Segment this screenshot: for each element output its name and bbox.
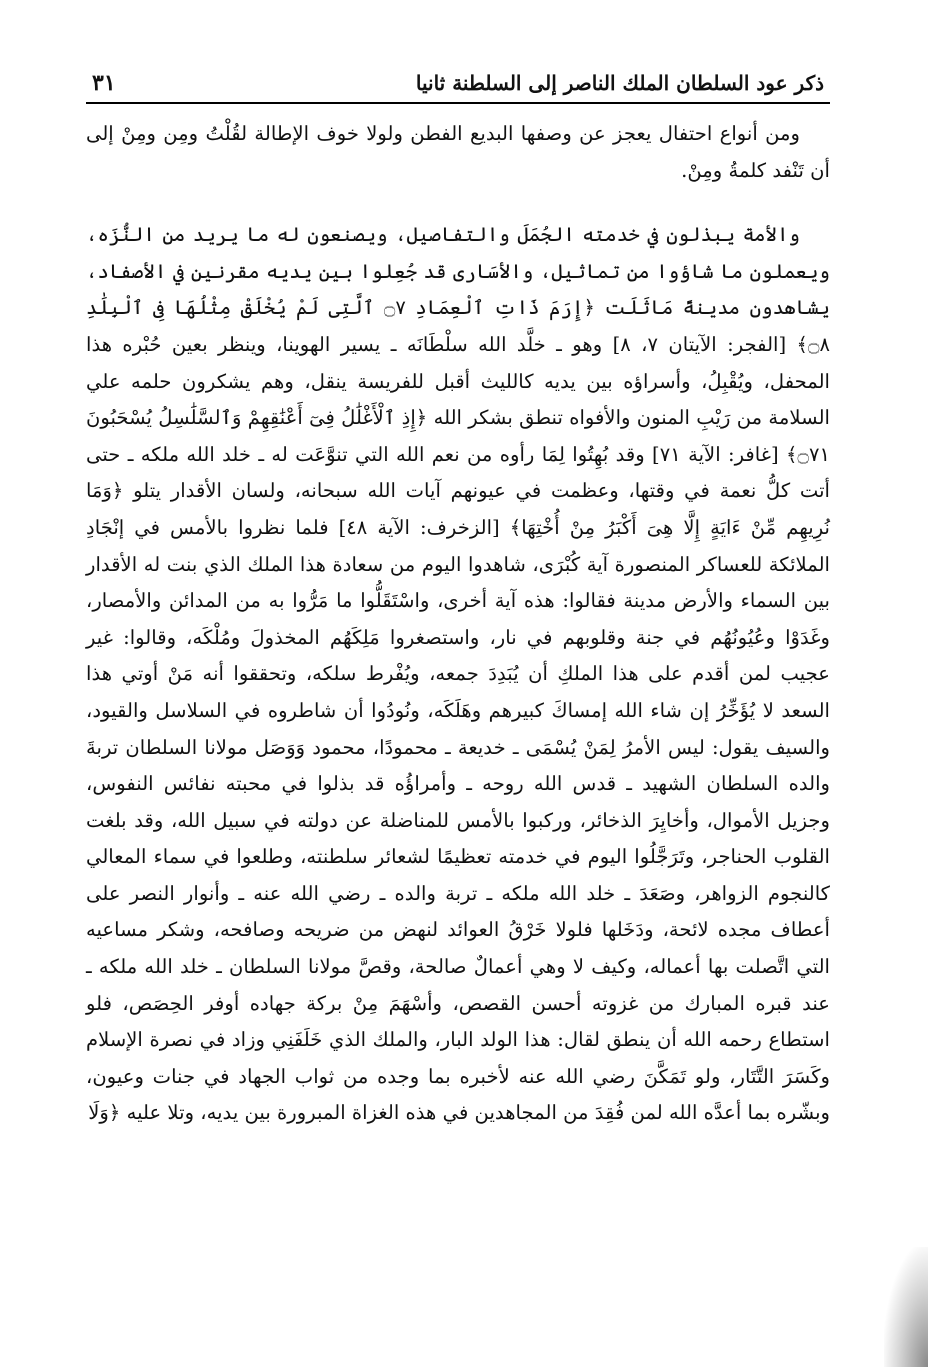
page-number: ٣١ — [92, 70, 116, 96]
chapter-title: ذكر عود السلطان الملك الناصر إلى السلطنة ثانيا — [415, 71, 824, 95]
page-body — [86, 116, 830, 1132]
page-corner-smudge — [884, 1247, 928, 1367]
running-header — [86, 70, 830, 104]
paragraph-intro: ومن أنواع احتفال يعجز عن وصفها البديع الفطن ولولا خوف الإطالة لقُلْتُ ومِن ومِنْ إلى أن تَنْفد كلمةُ ومِنْ. — [86, 122, 830, 182]
paragraph-main: والأمة يبذلون في خدمته الجُمَلَ والتفاصيل، ويصنعون له ما يريد من النُّزَه، ويعملون ما شاؤوا من تماثيل، والأسَارى قد جُعِلوا بين يديه مقرنين في الأصفاد، يشاهدون مدينةً مَاثَلَت ﴿إِرَمَ ذَاتِ ٱلْعِمَادِ ۝٧ ٱلَّتِى لَمْ يُخْلَقْ مِثْلُهَا فِى ٱلْبِلَٰدِ ۝٨﴾ [الفجر: الآيتان ٧، ٨] وهو ـ خلَّد الله سلْطَانَه ـ يسير الهوينا، وينظر بعين حُبْره هذا المحفل، ويُقْبِلُ، وأسراؤه بين يديه كالليث أقبل للفريسة ينقل، وهم يشكرون حلمه علي السلامة من رَيْبِ المنون والأفواه تنطق بشكر الله ﴿إِذِ ٱلْأَغْلَٰلُ فِىٓ أَعْنَٰقِهِمْ وَٱلسَّلَٰسِلُ يُسْحَبُونَ ۝٧١﴾ [غافر: الآية ٧١] وقد بُهِتُوا لِمَا رأوه من نعم الله التي تنوَّعَت له ـ خلد الله ملكه ـ حتى أتت كلُّ نعمة في وقتها، وعظمت في عيونهم آيات الله سبحانه، ولسان الأقدار يتلو ﴿وَمَا نُرِيهِم مِّنْ ءَايَةٍ إِلَّا هِىَ أَكْبَرُ مِنْ أُخْتِهَا﴾ [الزخرف: الآية ٤٨] فلما نظروا بالأمس في إنْجَادِ الملائكة للعساكر المنصورة آية كُبْرَى، شاهدوا اليوم من سعادة هذا الملك الذي بنت له الأقدار بين السماء والأرض مدينة فقالوا: هذه آية أخرى، واسْتَقَلُّوا ما مَرُّوا به من المدائن والأمصار، وغَدَوْا وعُيُونُهُم في جنة وقلوبهم في نار، واستصغروا مَلِكَهُم المخذولَ ومُلْكَه، وقالوا: غير عجيب لمن أقدم على هذا الملكِ أن يُبَدِدَ جمعه، ويُفْرط سلكه، وتحققوا أنه مَنْ أوتي هذا السعد لا يُؤَخِّرُ إن شاء الله إمساكَ كبيرهم وهَلَكَه، ونُودُوا أن شاطروه في السلاسل والقيود، والسيف يقول: ليس الأمرُ لِمَنْ يُسْمَى ـ خديعة ـ محمودًا، محمود وَوَصَل مولانا السلطان تربةَ والده السلطان الشهيد ـ قدس الله روحه ـ وأمراؤُه قد بذلوا في محبته نفائس النفوس، وجزيل الأموال، وأخايِرَ الذخائر، وركبوا بالأمس للمناضلة عن دولته في سبيل الله، وقد بلغت القلوب الحناجر، وتَرَجَّلُوا اليوم في خدمته تعظيمًا لشعائر سلطنته، وطلعوا في سماء المعالي كالنجوم الزواهر، وصَعَدَ ـ خلد الله ملكه ـ تربة والده ـ رضي الله عنه ـ وأنوار النصر على أعطاف مجده لائحة، ودَخَلها فلولا خَرْقُ العوائد لنهض من ضريحه وصافحه، وشكر مساعيه التي اتَّصلت بها أعماله، وكيف لا وهي أعمالٌ صالحة، وقصَّ مولانا السلطان ـ خلد الله ملكه ـ عند قبره المبارك من غزوته أحسن القصص، وأسْهَمَ مِنْ بركة جهاده أوفر الحِصَص، فلو استطاع رحمه الله أن ينطق لقال: هذا الولد البار، والملك الذي خَلَفَنِي وزاد في نصرة الإسلام وكَسَرَ التَّتَار، ولو تَمَكَّنَ رضي الله عنه لأخبره بما وجده من ثواب الجهاد في جنات وعيون، وبشّره بما أعدَّه الله لمن فُقِدَ من المجاهدين في هذه الغزاة المبرورة بين يديه، وتلا عليه ﴿وَلَا — [86, 223, 830, 1125]
